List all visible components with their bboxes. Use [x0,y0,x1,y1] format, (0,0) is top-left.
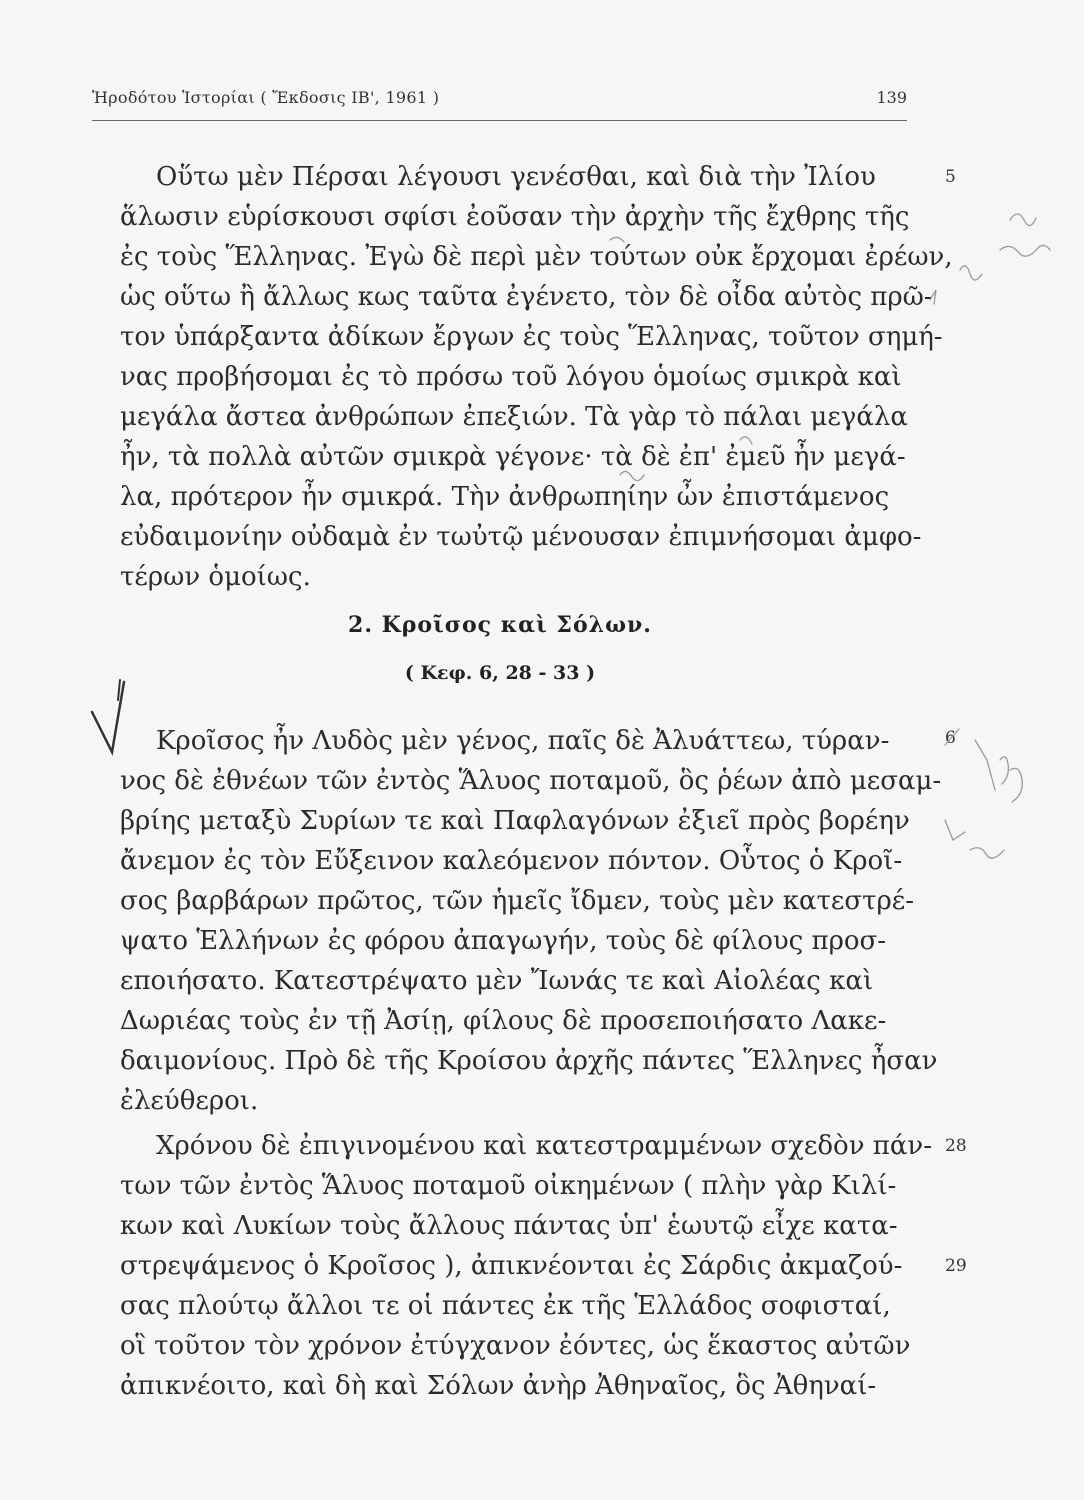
margin-line-number: 5 [945,167,956,187]
text-line: βρίης μεταξὺ Συρίων τε καὶ Παφλαγόνων ἐξιεῖ πρὸς βορέην [120,806,910,836]
text-line: ἦν, τὰ πολλὰ αὐτῶν σμικρὰ γέγονε· τὰ δὲ ἐπ' ἐμεῦ ἦν μεγά- [120,442,906,472]
text-line: ἄνεμον ἐς τὸν Εὔξεινον καλεόμενον πόντον. Οὗτος ὁ Κροῖ- [120,846,903,876]
text-line: Χρόνου δὲ ἐπιγινομένου καὶ κατεστραμμένων σχεδὸν πάν- [156,1131,933,1161]
margin-line-number: 28 [945,1136,967,1156]
margin-line-number: 29 [945,1256,967,1276]
text-line: Δωριέας τοὺς ἐν τῇ Ἀσίῃ, φίλους δὲ προσεποιήσατο Λακε- [120,1006,887,1036]
text-line: ὡς οὕτω ἢ ἄλλως κως ταῦτα ἐγένετο, τὸν δὲ οἶδα αὐτὸς πρῶ- [120,282,933,312]
text-line: των τῶν ἐντὸς Ἅλυος ποταμοῦ οἰκημένων ( πλὴν γὰρ Κιλί- [120,1171,897,1201]
text-line: τέρων ὁμοίως. [120,562,311,592]
section-reference: ( Κεφ. 6, 28 - 33 ) [404,662,596,684]
text-line: νος δὲ ἐθνέων τῶν ἐντὸς Ἅλυος ποταμοῦ, ὃς ῥέων ἀπὸ μεσαμ- [120,766,942,796]
text-line: στρεψάμενος ὁ Κροῖσος ), ἀπικνέονται ἐς Σάρδις ἀκμαζού- [120,1251,903,1281]
text-line: Κροῖσος ἦν Λυδὸς μὲν γένος, παῖς δὲ Ἀλυάττεω, τύραν- [156,726,890,756]
text-line: ἀπικνέοιτο, καὶ δὴ καὶ Σόλων ἀνὴρ Ἀθηναῖος, ὃς Ἀθηναί- [120,1371,877,1401]
text-line: Οὕτω μὲν Πέρσαι λέγουσι γενέσθαι, καὶ διὰ τὴν Ἰλίου [156,162,876,192]
text-line: ψατο Ἑλλήνων ἐς φόρου ἀπαγωγήν, τοὺς δὲ φίλους προσ- [120,926,887,956]
text-line: κων καὶ Λυκίων τοὺς ἄλλους πάντας ὑπ' ἑωυτῷ εἶχε κατα- [120,1211,898,1241]
text-line: νας προβήσομαι ἐς τὸ πρόσω τοῦ λόγου ὁμοίως σμικρὰ καὶ [120,362,902,392]
section-title: 2. Κροῖσος καὶ Σόλων. [348,612,652,638]
text-line: ἅλωσιν εὑρίσκουσι σφίσι ἐοῦσαν τὴν ἀρχὴν τῆς ἔχθρης τῆς [120,202,910,232]
text-line: τον ὑπάρξαντα ἀδίκων ἔργων ἐς τοὺς Ἕλληνας, τοῦτον σημή- [120,322,943,352]
page-number: 139 [876,88,907,107]
check-mark-annotation [92,682,124,752]
header-rule [92,120,907,121]
text-line: ἐλεύθεροι. [120,1086,259,1116]
text-line: οἳ τοῦτον τὸν χρόνον ἐτύγχανον ἐόντες, ὡς ἕκαστος αὐτῶν [120,1331,911,1361]
running-header [92,88,907,118]
text-line: δαιμονίους. Πρὸ δὲ τῆς Κροίσου ἀρχῆς πάντες Ἕλληνες ἦσαν [120,1046,938,1076]
text-line: σος βαρβάρων πρῶτος, τῶν ἡμεῖς ἴδμεν, τοὺς μὲν κατεστρέ- [120,886,915,916]
text-line: μεγάλα ἄστεα ἀνθρώπων ἐπεξιών. Τὰ γὰρ τὸ πάλαι μεγάλα [120,402,908,432]
text-line: εποιήσατο. Κατεστρέψατο μὲν Ἴωνάς τε καὶ Αἰολέας καὶ [120,966,874,996]
text-line: λα, πρότερον ἦν σμικρά. Τὴν ἀνθρωπηίην ὦν ἐπιστάμενος [120,482,890,512]
text-line: ἐς τοὺς Ἕλληνας. Ἐγὼ δὲ περὶ μὲν τούτων οὐκ ἔρχομαι ἐρέων, [120,242,953,272]
text-line: σας πλούτῳ ἄλλοι τε οἱ πάντες ἐκ τῆς Ἑλλάδος σοφισταί, [120,1291,891,1321]
margin-line-number: 6 [945,728,956,748]
running-title: Ἡροδότου Ἱστορίαι ( Ἔκδοσις ΙΒ', 1961 ) [92,88,440,107]
text-line: εὐδαιμονίην οὐδαμὰ ἐν τωὐτῷ μένουσαν ἐπιμνήσομαι ἀμφο- [120,522,922,552]
